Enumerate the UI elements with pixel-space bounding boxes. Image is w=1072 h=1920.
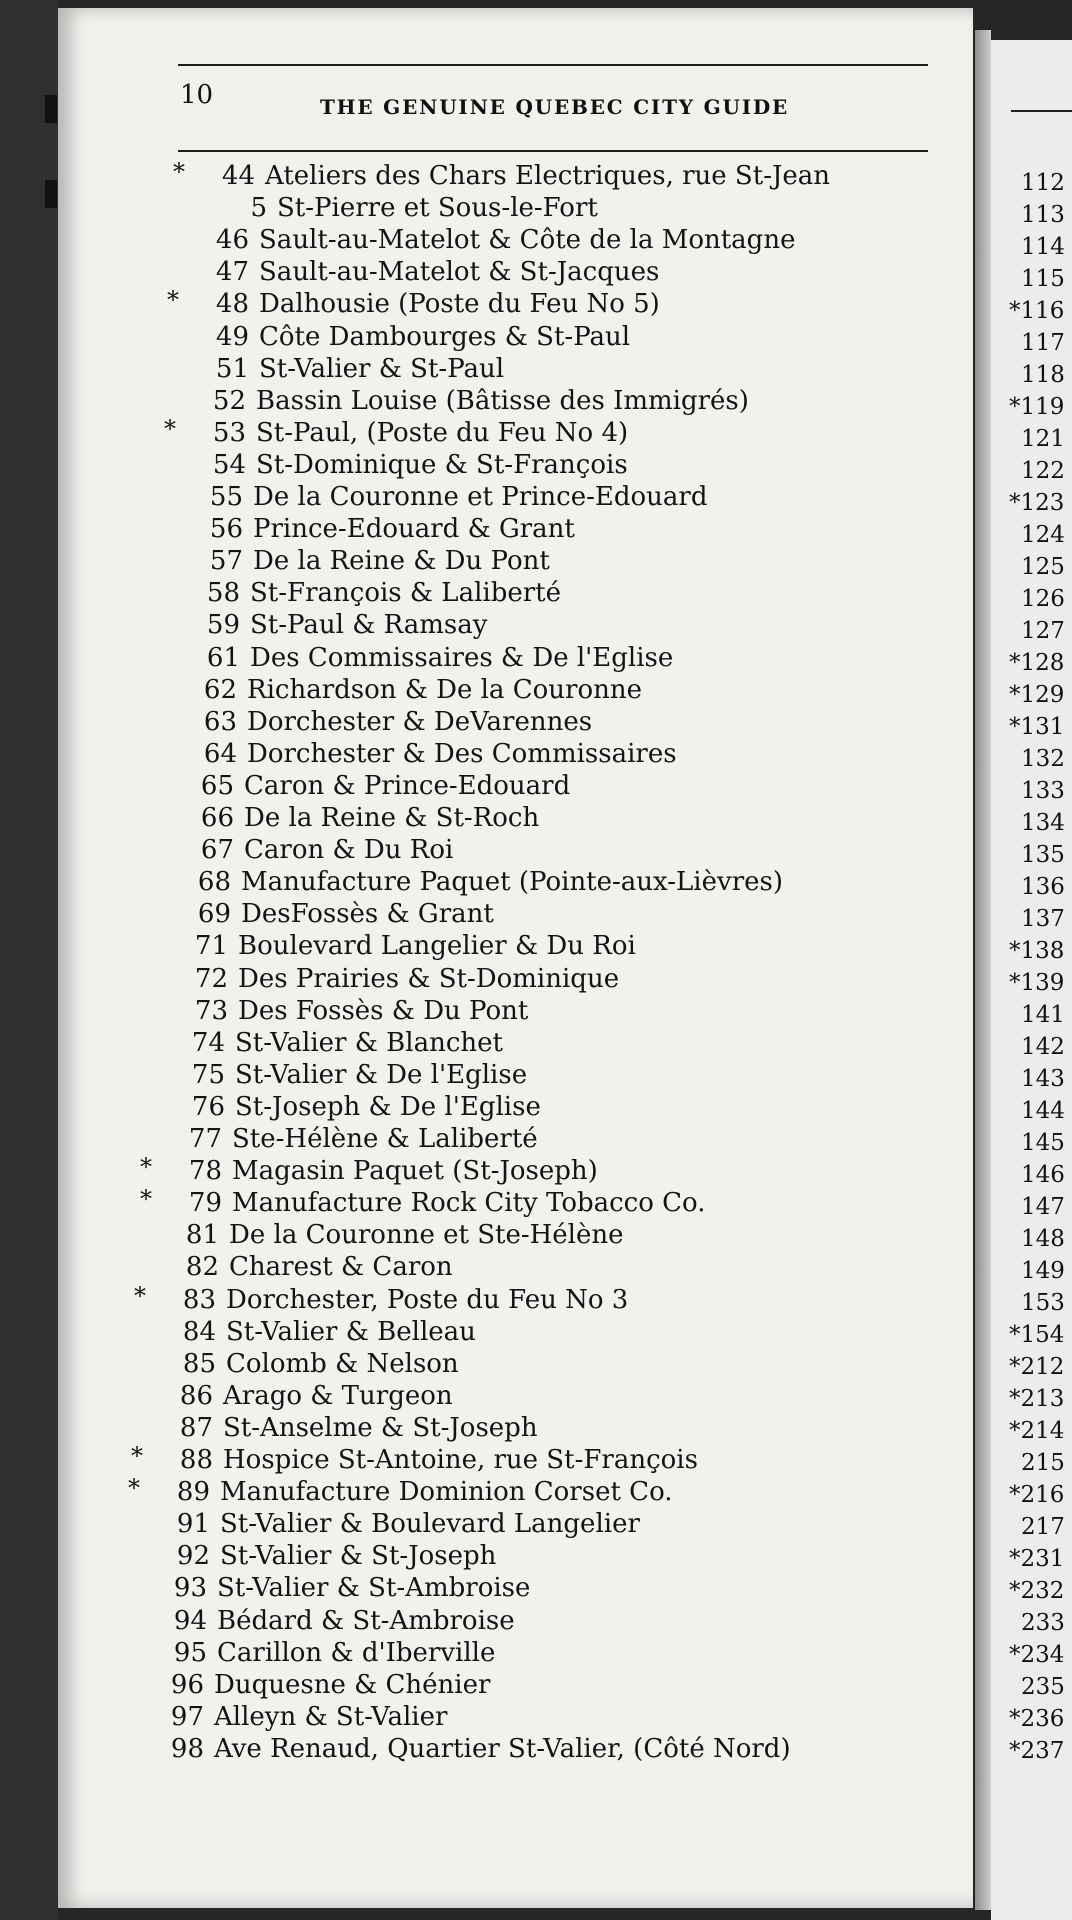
alarm-box-number: 82	[185, 1252, 219, 1282]
facing-page-number: 113	[1021, 202, 1065, 228]
alarm-location: Magasin Paquet (St-Joseph)	[232, 1156, 598, 1186]
list-item	[193, 513, 575, 545]
alarm-location: St-Paul, (Poste du Feu No 4)	[256, 418, 629, 448]
alarm-box-number: 48	[215, 289, 249, 319]
facing-page-number: 233	[1021, 1610, 1065, 1636]
facing-page-number: *116	[1009, 298, 1065, 324]
list-item	[187, 674, 642, 706]
alarm-location: St-Valier & De l'Eglise	[235, 1060, 528, 1090]
list-item	[178, 963, 619, 995]
facing-page-number: *139	[1009, 970, 1065, 996]
alarm-box-number: 5	[250, 193, 267, 223]
alarm-box-number: 46	[215, 225, 249, 255]
facing-page-number: 148	[1021, 1226, 1065, 1252]
alarm-location: Caron & Du Roi	[244, 835, 454, 865]
facing-page-number: *129	[1009, 682, 1065, 708]
facing-page-number: 122	[1021, 458, 1065, 484]
list-item	[140, 1153, 598, 1187]
book-gutter	[975, 30, 991, 1910]
priority-marker: *	[140, 1153, 152, 1181]
alarm-location: Ateliers des Chars Electriques, rue St-Jean	[265, 161, 831, 191]
alarm-location: Dalhousie (Poste du Feu No 5)	[259, 289, 660, 319]
list-item	[196, 385, 749, 417]
list-item	[178, 930, 636, 962]
list-item	[187, 706, 592, 738]
alarm-box-number: 72	[194, 964, 228, 994]
list-item	[157, 1605, 515, 1637]
list-item	[163, 1412, 538, 1444]
alarm-location: Arago & Turgeon	[223, 1381, 453, 1411]
facing-page-number: 143	[1021, 1066, 1065, 1092]
alarm-box-number: 66	[200, 803, 234, 833]
alarm-box-number: 98	[170, 1734, 204, 1764]
alarm-box-number: 64	[203, 739, 237, 769]
alarm-location: St-Valier & Boulevard Langelier	[220, 1509, 640, 1539]
alarm-location: St-François & Laliberté	[250, 578, 561, 608]
alarm-location: De la Couronne et Ste-Hélène	[229, 1220, 624, 1250]
alarm-location: Dorchester & Des Commissaires	[247, 739, 677, 769]
alarm-location: Carillon & d'Iberville	[217, 1638, 496, 1668]
alarm-box-number: 51	[215, 354, 249, 384]
alarm-box-number: 83	[182, 1285, 216, 1315]
facing-page-number: 124	[1021, 522, 1065, 548]
alarm-location: Hospice St-Antoine, rue St-François	[223, 1445, 698, 1475]
list-item	[163, 1380, 453, 1412]
running-header: THE GENUINE QUEBEC CITY GUIDE	[320, 95, 790, 119]
alarm-location: Manufacture Dominion Corset Co.	[220, 1477, 673, 1507]
facing-page-number: 133	[1021, 778, 1065, 804]
facing-page-number: 217	[1021, 1514, 1065, 1540]
facing-page-number: 135	[1021, 842, 1065, 868]
alarm-location: Sault-au-Matelot & Côte de la Montagne	[259, 225, 796, 255]
list-item	[193, 545, 550, 577]
alarm-location: Boulevard Langelier & Du Roi	[238, 931, 636, 961]
facing-page-number: *214	[1009, 1418, 1065, 1444]
list-item	[131, 1442, 698, 1476]
alarm-location: St-Valier & Belleau	[226, 1317, 476, 1347]
facing-page-number: *234	[1009, 1642, 1065, 1668]
alarm-box-number: 44	[221, 161, 255, 191]
list-item	[190, 642, 673, 674]
alarm-location: Ave Renaud, Quartier St-Valier, (Côté Nord)	[214, 1734, 791, 1764]
alarm-box-number: 92	[176, 1541, 210, 1571]
alarm-location: St-Pierre et Sous-le-Fort	[277, 193, 598, 223]
alarm-location: Manufacture Rock City Tobacco Co.	[232, 1188, 706, 1218]
facing-page-rule	[1011, 110, 1072, 112]
alarm-box-number: 73	[194, 996, 228, 1026]
facing-page-number: *154	[1009, 1322, 1065, 1348]
alarm-location: Duquesne & Chénier	[214, 1670, 491, 1700]
alarm-location: St-Valier & St-Paul	[259, 354, 505, 384]
alarm-box-number: 68	[197, 867, 231, 897]
alarm-location: Caron & Prince-Edouard	[244, 771, 571, 801]
alarm-location: St-Dominique & St-François	[256, 450, 628, 480]
list-item	[184, 770, 570, 802]
list-item	[173, 158, 831, 192]
alarm-location: Bassin Louise (Bâtisse des Immigrés)	[256, 386, 749, 416]
alarm-location: De la Couronne et Prince-Edouard	[253, 482, 708, 512]
list-item	[160, 1508, 640, 1540]
list-item	[157, 1572, 530, 1604]
list-item	[169, 1251, 453, 1283]
list-item	[172, 1123, 538, 1155]
alarm-location: St-Valier & St-Ambroise	[217, 1573, 531, 1603]
alarm-location: Des Fossès & Du Pont	[238, 996, 529, 1026]
alarm-location: De la Reine & Du Pont	[253, 546, 550, 576]
facing-page-number: *231	[1009, 1546, 1065, 1572]
priority-marker: *	[167, 286, 179, 314]
list-item	[196, 449, 628, 481]
alarm-location: Prince-Edouard & Grant	[253, 514, 575, 544]
priority-marker: *	[128, 1474, 140, 1502]
alarm-box-number: 78	[188, 1156, 222, 1186]
alarm-box-number: 65	[200, 771, 234, 801]
facing-page-number: *131	[1009, 714, 1065, 740]
list-item	[160, 1540, 496, 1572]
facing-page-number: 112	[1021, 170, 1065, 196]
alarm-location: Côte Dambourges & St-Paul	[259, 322, 631, 352]
alarm-box-number: 52	[212, 386, 246, 416]
alarm-box-number: 81	[185, 1220, 219, 1250]
alarm-box-number: 69	[197, 899, 231, 929]
alarm-box-number: 57	[209, 546, 243, 576]
list-item	[166, 1316, 476, 1348]
alarm-box-number: 96	[170, 1670, 204, 1700]
alarm-box-number: 74	[191, 1028, 225, 1058]
alarm-box-number: 86	[179, 1381, 213, 1411]
alarm-box-number: 85	[182, 1349, 216, 1379]
binding-mark	[45, 180, 57, 208]
alarm-box-number: 95	[173, 1638, 207, 1668]
alarm-location: Des Commissaires & De l'Eglise	[250, 643, 674, 673]
list-item	[199, 224, 795, 256]
facing-page-number: 147	[1021, 1194, 1065, 1220]
alarm-location: Ste-Hélène & Laliberté	[232, 1124, 538, 1154]
alarm-location: Manufacture Paquet (Pointe-aux-Lièvres)	[241, 867, 784, 897]
facing-page-number: 146	[1021, 1162, 1065, 1188]
list-item	[181, 898, 494, 930]
list-item	[154, 1701, 447, 1733]
alarm-box-number: 89	[176, 1477, 210, 1507]
alarm-box-number: 93	[173, 1573, 207, 1603]
alarm-location: DesFossès & Grant	[241, 899, 494, 929]
facing-page-number: 121	[1021, 426, 1065, 452]
alarm-location: De la Reine & St-Roch	[244, 803, 540, 833]
alarm-box-number: 88	[179, 1445, 213, 1475]
alarm-location: St-Paul & Ramsay	[250, 610, 488, 640]
alarm-location: Alleyn & St-Valier	[214, 1702, 448, 1732]
alarm-location: St-Joseph & De l'Eglise	[235, 1092, 541, 1122]
list-item	[199, 256, 659, 288]
alarm-location: Dorchester & DeVarennes	[247, 707, 593, 737]
alarm-box-number: 59	[206, 610, 240, 640]
list-item	[184, 802, 539, 834]
facing-page-number: *213	[1009, 1386, 1065, 1412]
facing-page-number: *123	[1009, 490, 1065, 516]
facing-page-number: 117	[1021, 330, 1065, 356]
facing-page-number: 115	[1021, 266, 1065, 292]
alarm-location: Des Prairies & St-Dominique	[238, 964, 620, 994]
alarm-box-number: 56	[209, 514, 243, 544]
facing-page-number: *236	[1009, 1706, 1065, 1732]
facing-page-number: 114	[1021, 234, 1065, 260]
list-item	[199, 321, 630, 353]
alarm-box-number: 87	[179, 1413, 213, 1443]
facing-page-number: 145	[1021, 1130, 1065, 1156]
list-item	[167, 286, 660, 320]
alarm-box-number: 53	[212, 418, 246, 448]
facing-page-number: 215	[1021, 1450, 1065, 1476]
facing-page-number: *237	[1009, 1738, 1065, 1764]
alarm-box-number: 67	[200, 835, 234, 865]
alarm-box-number: 55	[209, 482, 243, 512]
list-item	[157, 1637, 495, 1669]
list-item	[169, 1219, 624, 1251]
alarm-location: St-Valier & Blanchet	[235, 1028, 503, 1058]
facing-page-number: 149	[1021, 1258, 1065, 1284]
alarm-box-number: 79	[188, 1188, 222, 1218]
facing-page-number: *216	[1009, 1482, 1065, 1508]
alarm-box-number: 62	[203, 675, 237, 705]
list-item	[184, 834, 453, 866]
list-item	[178, 995, 528, 1027]
list-item	[164, 415, 629, 449]
facing-page-number: *232	[1009, 1578, 1065, 1604]
facing-page-number: 144	[1021, 1098, 1065, 1124]
list-item	[181, 866, 783, 898]
priority-marker: *	[140, 1185, 152, 1213]
alarm-box-number: 47	[215, 257, 249, 287]
facing-page-number: 132	[1021, 746, 1065, 772]
alarm-location: St-Anselme & St-Joseph	[223, 1413, 538, 1443]
list-item	[154, 1733, 791, 1765]
priority-marker: *	[131, 1442, 143, 1470]
list-item	[134, 1282, 629, 1316]
alarm-box-number: 58	[206, 578, 240, 608]
alarm-box-number: 71	[194, 931, 228, 961]
header-rule-bottom	[178, 150, 928, 152]
facing-page-number: *138	[1009, 938, 1065, 964]
list-item	[154, 1669, 490, 1701]
list-item	[193, 481, 708, 513]
alarm-location: Sault-au-Matelot & St-Jacques	[259, 257, 660, 287]
facing-page-number: 142	[1021, 1034, 1065, 1060]
alarm-box-number: 76	[191, 1092, 225, 1122]
alarm-box-number: 97	[170, 1702, 204, 1732]
list-item	[166, 1348, 459, 1380]
facing-page-number: 125	[1021, 554, 1065, 580]
list-item	[175, 1059, 527, 1091]
facing-page-number: 126	[1021, 586, 1065, 612]
alarm-box-number: 75	[191, 1060, 225, 1090]
alarm-box-number: 61	[206, 643, 240, 673]
list-item	[175, 1027, 503, 1059]
facing-page-number: 127	[1021, 618, 1065, 644]
header-rule-top	[178, 64, 928, 66]
list-item	[175, 1091, 541, 1123]
facing-page-number: *212	[1009, 1354, 1065, 1380]
alarm-location: Richardson & De la Couronne	[247, 675, 643, 705]
facing-page-number: 235	[1021, 1674, 1065, 1700]
facing-page-number: 153	[1021, 1290, 1065, 1316]
list-item	[140, 1185, 706, 1219]
facing-page-number: 134	[1021, 810, 1065, 836]
alarm-box-number: 63	[203, 707, 237, 737]
list-item	[128, 1474, 673, 1508]
facing-page-number: 137	[1021, 906, 1065, 932]
list-item	[190, 609, 487, 641]
facing-page-number: 136	[1021, 874, 1065, 900]
facing-page-number: 118	[1021, 362, 1065, 388]
facing-page-number: *119	[1009, 394, 1065, 420]
alarm-box-number: 54	[212, 450, 246, 480]
alarm-box-number: 84	[182, 1317, 216, 1347]
binding-mark	[45, 95, 57, 123]
page-number: 10	[180, 80, 214, 110]
alarm-box-number: 91	[176, 1509, 210, 1539]
alarm-box-number: 49	[215, 322, 249, 352]
alarm-location: Colomb & Nelson	[226, 1349, 459, 1379]
alarm-location: Charest & Caron	[229, 1252, 453, 1282]
priority-marker: *	[134, 1282, 146, 1310]
list-item	[187, 738, 677, 770]
facing-page-number: 141	[1021, 1002, 1065, 1028]
alarm-location: Dorchester, Poste du Feu No 3	[226, 1285, 629, 1315]
list-item	[199, 353, 504, 385]
priority-marker: *	[173, 158, 185, 186]
facing-page-number: *128	[1009, 650, 1065, 676]
left-margin	[0, 0, 58, 1920]
alarm-box-number: 77	[188, 1124, 222, 1154]
list-item	[190, 577, 561, 609]
list-item	[217, 192, 598, 224]
alarm-box-number: 94	[173, 1606, 207, 1636]
facing-page	[991, 40, 1072, 1920]
alarm-location: St-Valier & St-Joseph	[220, 1541, 497, 1571]
priority-marker: *	[164, 415, 176, 443]
alarm-location: Bédard & St-Ambroise	[217, 1606, 515, 1636]
